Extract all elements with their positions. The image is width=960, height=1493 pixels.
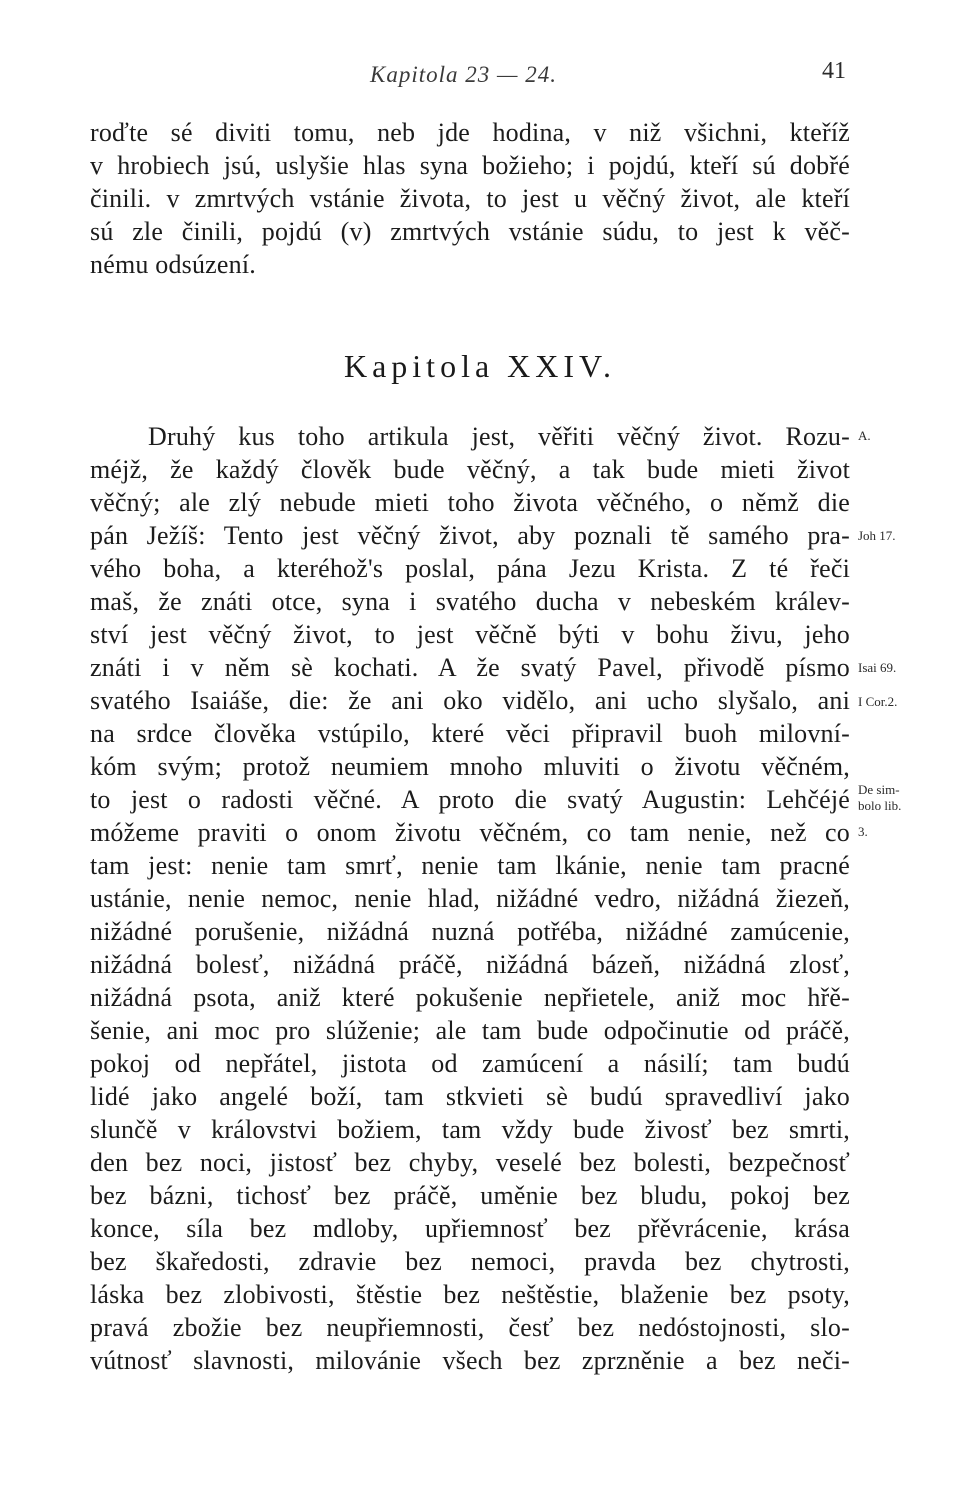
page-number: 41	[822, 58, 846, 84]
margin-note: De sim-	[858, 782, 900, 797]
margin-note: bolo lib.	[858, 798, 902, 813]
chapter-heading: Kapitola XXIV.	[343, 348, 617, 384]
text-line: znáti i v něm sè kochati. A že svatý Pavel, přivodě písmo	[90, 653, 850, 682]
text-line: to jest o radosti věčné. A proto die svatý Augustin: Lehčéjé	[90, 785, 850, 814]
text-line: móžeme praviti o onom životu věčném, co tam nenie, než co	[90, 818, 850, 847]
text-line: sú zle činili, pojdú (v) zmrtvých vstánie súdu, to jest k věč-	[90, 217, 850, 246]
text-line: Druhý kus toho artikula jest, věřiti věčný život. Rozu-	[148, 422, 850, 451]
text-line: na srdce člověka vstúpilo, které věci připravil buoh milovní-	[90, 719, 850, 748]
text-line: ustánie, nenie nemoc, nenie hlad, nižádné vedro, nižádná žiezeň,	[90, 884, 850, 913]
text-line: méjž, že každý člověk bude věčný, a tak bude mieti život	[90, 455, 850, 484]
text-line: vútnosť slavnosti, milovánie všech bez zprzněnie a bez neči-	[90, 1346, 850, 1375]
text-line: lidé jako angelé boží, tam stkvieti sè budú spravedliví jako	[90, 1082, 850, 1111]
text-line: bez bázni, tichosť bez práčě, uměnie bez bludu, pokoj bez	[90, 1181, 850, 1210]
text-line: nižádná psota, aniž které pokušenie nepřietele, aniž moc hřě-	[90, 983, 850, 1012]
text-line: svatého Isaiáše, die: že ani oko vidělo, ani ucho slyšalo, ani	[90, 686, 850, 715]
running-head: Kapitola 23 — 24.	[370, 62, 557, 87]
margin-note: Isai 69.	[858, 660, 897, 675]
text-line: vého boha, a kteréhož's poslal, pána Jezu Krista. Z té řeči	[90, 554, 850, 583]
text-line: kóm svým; protož neumiem mnoho mluviti o životu věčném,	[90, 752, 850, 781]
text-line: den bez noci, jistosť bez chyby, veselé bez bolesti, bezpečnosť	[90, 1148, 850, 1177]
text-line: bez škaředosti, zdravie bez nemoci, pravda bez chytrosti,	[90, 1247, 850, 1276]
text-line: nižádná bolesť, nižádná práčě, nižádná bázeň, nižádná zlosť,	[90, 950, 850, 979]
text-line: ství jest věčný život, to jest věčně býti v bohu živu, jeho	[90, 620, 850, 649]
text-line: pán Ježíš: Tento jest věčný život, aby poznali tě samého pra-	[90, 521, 850, 550]
text-line: mаš, že znáti otce, syna i svatého ducha v nebeském králev-	[90, 587, 850, 616]
text-line: činili. v zmrtvých vstánie života, to jest u věčný život, ale kteří	[90, 184, 850, 213]
text-line: konce, síla bez mdloby, upřiemnosť bez přěvrácenie, krása	[90, 1214, 850, 1243]
margin-note: Joh 17.	[858, 528, 896, 543]
margin-note: I Cor.2.	[858, 694, 898, 709]
text-line: láska bez zlobivosti, štěstie bez neštěstie, blaženie bez psoty,	[90, 1280, 850, 1309]
margin-note: A.	[858, 428, 871, 443]
text-line: nému odsúzení.	[90, 250, 256, 279]
text-line: pravá zbožie bez neupřiemnosti, česť bez nedóstojnosti, slo-	[90, 1313, 850, 1342]
text-line: pokoj od nepřátel, jistota od zamúcení a násilí; tam budú	[90, 1049, 850, 1078]
text-line: věčný; ale zlý nebude mieti toho života věčného, o němž die	[90, 488, 850, 517]
text-line: slunčě v královstvi božiem, tam vždy bude živosť bez smrti,	[90, 1115, 850, 1144]
text-line: nižádné porušenie, nižádná nuzná potřéba, nižádné zamúcenie,	[90, 917, 850, 946]
text-line: šenie, ani moc pro slúženie; ale tam bude odpočinutie od práčě,	[90, 1016, 850, 1045]
text-line: roďte sé diviti tomu, neb jde hodina, v niž všichni, kteříž	[90, 118, 850, 147]
margin-note: 3.	[858, 824, 868, 839]
text-line: v hrobiech jsú, uslyšie hlas syna božieho; i pojdú, kteří sú dobřé	[90, 151, 850, 180]
text-line: tam jest: nenie tam smrť, nenie tam lkánie, nenie tam pracné	[90, 851, 850, 880]
